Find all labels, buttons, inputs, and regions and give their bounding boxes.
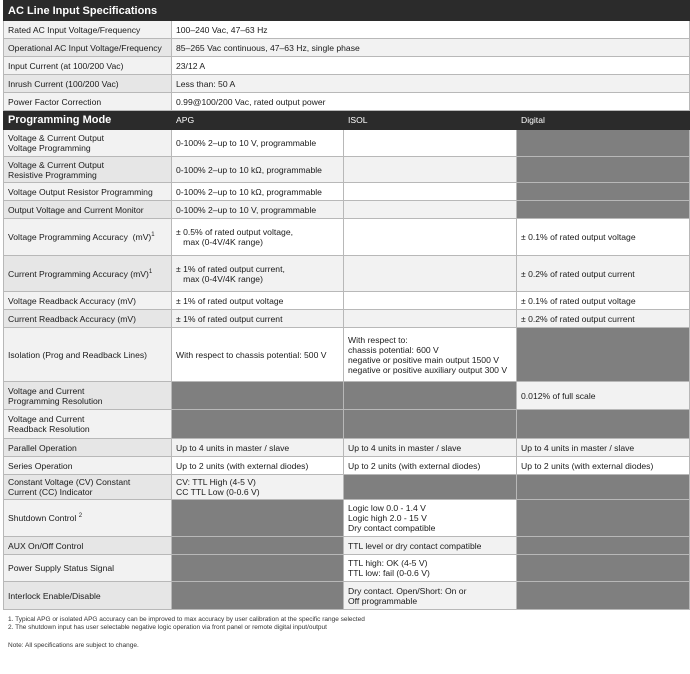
cell-isol-line: Logic high 2.0 - 15 V (348, 513, 427, 523)
spec-row (4, 130, 690, 157)
spec-row-label (4, 555, 172, 582)
cell-digital (517, 219, 690, 256)
ac-section-header (4, 1, 690, 21)
cell-isol-line: With respect to: (348, 334, 408, 345)
cell-digital (517, 382, 690, 410)
cell-isol (344, 410, 517, 439)
cell-digital (517, 457, 690, 475)
ac-row (4, 93, 690, 111)
cell-digital (517, 157, 690, 183)
cell-apg (172, 582, 344, 610)
cell-isol-line: Up to 2 units (with external diodes) (348, 460, 481, 471)
ac-row-label: Power Factor Correction (4, 93, 172, 111)
cell-isol-line: TTL high: OK (4-5 V) (348, 558, 428, 568)
spec-row (4, 457, 690, 475)
cell-apg-line: ± 1% of rated output voltage (176, 295, 284, 306)
spec-row-label (4, 500, 172, 537)
footnote-2: 2. The shutdown input has user selectable negative logic operation via front panel or remote digital input/output (8, 624, 327, 631)
ac-row (4, 75, 690, 93)
cell-digital (517, 328, 690, 382)
spec-row-label-line: Voltage and Current (8, 385, 85, 396)
spec-row-label (4, 410, 172, 439)
cell-isol (344, 310, 517, 328)
cell-apg (172, 457, 344, 475)
spec-row (4, 439, 690, 457)
cell-digital (517, 183, 690, 201)
column-header-digital: Digital (517, 111, 690, 130)
cell-isol (344, 292, 517, 310)
ac-row-label: Operational AC Input Voltage/Frequency (4, 39, 172, 57)
cell-isol (344, 157, 517, 183)
cell-isol (344, 500, 517, 537)
cell-isol-line: TTL level or dry contact compatible (348, 540, 482, 551)
cell-isol-line: Off programmable (348, 595, 418, 606)
cell-digital (517, 292, 690, 310)
spec-row-label-line: Voltage Readback Accuracy (mV) (8, 295, 137, 306)
spec-row (4, 328, 690, 382)
spec-row-label-line: Voltage Programming (8, 143, 91, 153)
spec-row-label (4, 219, 172, 256)
ac-row (4, 39, 690, 57)
cell-digital-line: Up to 4 units in master / slave (521, 442, 635, 453)
spec-row (4, 157, 690, 183)
spec-row-label (4, 310, 172, 328)
footnote-ref: 1 (151, 232, 155, 239)
spec-row-label-line: Programming Resolution (8, 395, 103, 406)
cell-apg (172, 157, 344, 183)
cell-digital (517, 582, 690, 610)
cell-apg (172, 201, 344, 219)
cell-apg-line: 0-100% 2–up to 10 V, programmable (176, 138, 317, 148)
cell-apg (172, 382, 344, 410)
cell-digital-line: ± 0.2% of rated output current (521, 268, 635, 279)
ac-row-value: Less than: 50 A (172, 75, 690, 93)
column-header-isol: ISOL (344, 111, 517, 130)
footnotes (8, 616, 690, 650)
spec-table (3, 0, 690, 610)
cell-isol (344, 475, 517, 500)
spec-row (4, 555, 690, 582)
footnote-1: 1. Typical APG or isolated APG accuracy can be improved to max accuracy by user calibration at the specific range selected (8, 616, 365, 623)
spec-row-label-line: Interlock Enable/Disable (8, 590, 101, 601)
cell-apg (172, 219, 344, 256)
spec-row-label (4, 157, 172, 183)
cell-digital-line: ± 0.2% of rated output current (521, 313, 635, 324)
cell-isol (344, 256, 517, 292)
cell-isol-line: negative or positive auxiliary output 300 V (348, 364, 508, 375)
spec-row (4, 183, 690, 201)
spec-row-label-line: Voltage Programming Accuracy (mV)$^1$ (8, 232, 155, 242)
spec-row-label (4, 475, 172, 500)
spec-row-label (4, 457, 172, 475)
ac-row-value: 100–240 Vac, 47–63 Hz (172, 21, 690, 39)
cell-apg-line: 0-100% 2–up to 10 kΩ, programmable (176, 164, 322, 175)
spec-row-label (4, 382, 172, 410)
prog-section-title: Programming Mode (4, 111, 172, 130)
spec-row (4, 256, 690, 292)
spec-row-label (4, 439, 172, 457)
cell-apg-line: ± 1% of rated output current (176, 313, 283, 324)
spec-row-label-line: Resistive Programming (8, 169, 97, 180)
ac-row-value: 23/12 A (172, 57, 690, 75)
ac-row-label: Rated AC Input Voltage/Frequency (4, 21, 172, 39)
cell-digital-line: ± 0.1% of rated output voltage (521, 232, 636, 242)
cell-apg-line: max (0-4V/4K range) (176, 273, 263, 284)
cell-apg (172, 310, 344, 328)
cell-digital (517, 555, 690, 582)
column-header-apg: APG (172, 111, 344, 130)
cell-apg-line: Up to 4 units in master / slave (176, 442, 290, 453)
cell-isol (344, 555, 517, 582)
cell-isol-line: negative or positive main output 1500 V (348, 354, 499, 365)
cell-isol (344, 382, 517, 410)
spec-row-label-line: Constant Voltage (CV) Constant (8, 477, 131, 487)
spec-row (4, 292, 690, 310)
spec-row-label (4, 537, 172, 555)
spec-row-label-line: Isolation (Prog and Readback Lines) (8, 349, 148, 360)
cell-digital (517, 130, 690, 157)
spec-row-label-line: Voltage & Current Output (8, 133, 105, 143)
cell-digital (517, 410, 690, 439)
cell-digital (517, 201, 690, 219)
spec-row (4, 382, 690, 410)
spec-row-label-line: Voltage Output Resistor Programming (8, 186, 153, 197)
cell-apg (172, 410, 344, 439)
cell-isol (344, 537, 517, 555)
cell-apg (172, 328, 344, 382)
spec-row-label (4, 582, 172, 610)
spec-row-label-line: AUX On/Off Control (8, 540, 84, 551)
cell-apg (172, 475, 344, 500)
spec-row-label (4, 130, 172, 157)
spec-row (4, 410, 690, 439)
cell-apg-line: ± 0.5% of rated output voltage, (176, 227, 293, 237)
spec-row-label-line: Current Readback Accuracy (mV) (8, 313, 136, 324)
cell-isol-line: Dry contact compatible (348, 523, 436, 533)
footnote-ref: 1 (148, 268, 153, 275)
cell-apg (172, 183, 344, 201)
prog-section-header (4, 111, 690, 130)
cell-isol-line: Up to 4 units in master / slave (348, 442, 462, 453)
spec-row-label-line: Parallel Operation (8, 442, 77, 453)
cell-apg (172, 555, 344, 582)
cell-apg-line: 0-100% 2–up to 10 V, programmable (176, 204, 317, 215)
cell-apg (172, 256, 344, 292)
cell-isol-line: Logic low 0.0 - 1.4 V (348, 503, 426, 513)
cell-digital (517, 500, 690, 537)
spec-row (4, 310, 690, 328)
spec-row-label-line: Readback Resolution (8, 424, 90, 434)
note: Note: All specifications are subject to change. (8, 642, 139, 649)
spec-row (4, 219, 690, 256)
cell-apg-line: With respect to chassis potential: 500 V (176, 349, 327, 360)
ac-row-value: 85–265 Vac continuous, 47–63 Hz, single phase (172, 39, 690, 57)
cell-digital (517, 537, 690, 555)
cell-apg (172, 292, 344, 310)
cell-isol (344, 439, 517, 457)
cell-isol (344, 328, 517, 382)
spec-row-label-line: Output Voltage and Current Monitor (8, 204, 144, 215)
cell-apg-line: ± 1% of rated output current, (176, 263, 285, 274)
spec-row-label (4, 328, 172, 382)
ac-row-label: Inrush Current (100/200 Vac) (4, 75, 172, 93)
cell-digital-line: ± 0.1% of rated output voltage (521, 295, 636, 306)
spec-row-label (4, 183, 172, 201)
cell-apg-line: CV: TTL High (4-5 V) (176, 477, 256, 487)
cell-digital-line: 0.012% of full scale (521, 390, 596, 401)
spec-row-label-line: Shutdown Control $^2$ (8, 513, 83, 523)
cell-digital (517, 310, 690, 328)
spec-row-label-line: Power Supply Status Signal (8, 563, 115, 573)
spec-row-label-line: Current (CC) Indicator (8, 487, 93, 497)
ac-row-label: Input Current (at 100/200 Vac) (4, 57, 172, 75)
cell-isol-line: TTL low: fail (0-0.6 V) (348, 568, 430, 578)
spec-row-label (4, 256, 172, 292)
ac-row (4, 57, 690, 75)
cell-digital (517, 439, 690, 457)
spec-row (4, 582, 690, 610)
cell-apg (172, 439, 344, 457)
spec-row-label-line: Voltage and Current (8, 414, 85, 424)
cell-digital (517, 256, 690, 292)
cell-apg (172, 537, 344, 555)
spec-row-label-line: Current Programming Accuracy (mV)$^1$ (8, 268, 153, 279)
cell-apg (172, 500, 344, 537)
cell-digital (517, 475, 690, 500)
cell-apg-line: max (0-4V/4K range) (176, 237, 263, 247)
cell-isol (344, 201, 517, 219)
cell-isol-line: chassis potential: 600 V (348, 344, 439, 355)
cell-apg (172, 130, 344, 157)
footnote-ref: 2 (78, 513, 83, 520)
cell-digital-line: Up to 2 units (with external diodes) (521, 460, 654, 471)
cell-apg-line: Up to 2 units (with external diodes) (176, 460, 309, 471)
spec-row (4, 475, 690, 500)
spec-row-label-line: Voltage & Current Output (8, 159, 105, 170)
cell-isol (344, 457, 517, 475)
ac-section-title: AC Line Input Specifications (4, 1, 690, 21)
spec-row (4, 201, 690, 219)
spec-row (4, 500, 690, 537)
cell-apg-line: 0-100% 2–up to 10 kΩ, programmable (176, 186, 322, 197)
ac-row (4, 21, 690, 39)
cell-isol-line: Dry contact. Open/Short: On or (348, 585, 467, 596)
spec-row-label (4, 292, 172, 310)
cell-isol (344, 582, 517, 610)
cell-isol (344, 183, 517, 201)
cell-apg-line: CC TTL Low (0-0.6 V) (176, 487, 260, 497)
spec-row-label (4, 201, 172, 219)
ac-row-value: 0.99@100/200 Vac, rated output power (172, 93, 690, 111)
cell-isol (344, 130, 517, 157)
spec-row-label-line: Series Operation (8, 460, 73, 471)
cell-isol (344, 219, 517, 256)
spec-row (4, 537, 690, 555)
